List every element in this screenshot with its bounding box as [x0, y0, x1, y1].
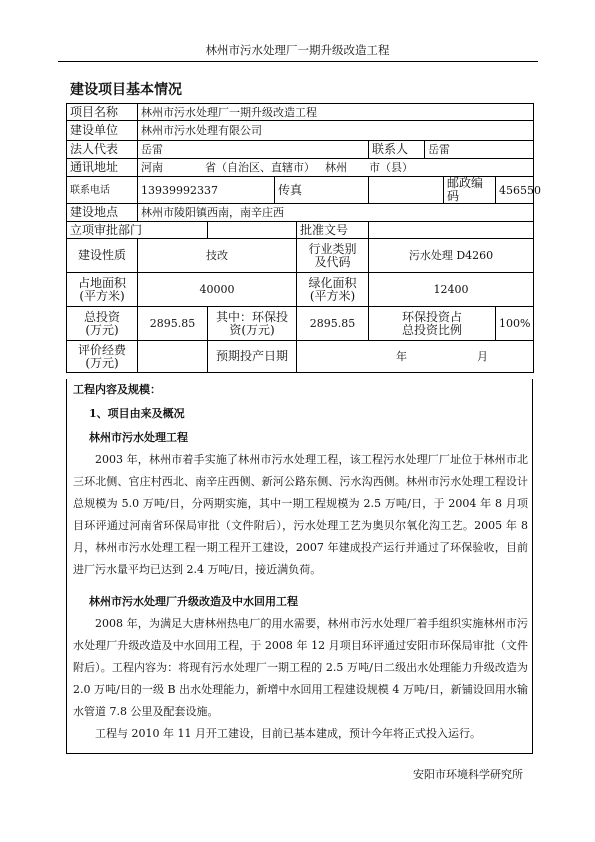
address-city-unit: 市（县）	[369, 161, 413, 174]
address-value	[138, 159, 534, 177]
approval-no-value	[369, 222, 534, 239]
section-title: 建设项目基本情况	[70, 82, 182, 98]
legal-rep-label: 法人代表	[67, 141, 138, 159]
fax-label: 传真	[275, 177, 369, 204]
address-province-unit: 省（自治区、直辖市）	[205, 161, 315, 174]
expected-date-value	[297, 341, 534, 373]
builder-value: 林州市污水处理有限公司	[138, 121, 534, 141]
project-name-value: 林州市污水处理厂一期升级改造工程	[138, 104, 534, 121]
invest-value: 2895.85	[138, 307, 208, 341]
project-info-table	[66, 103, 541, 373]
area-value: 40000	[138, 273, 297, 307]
fax-value	[369, 177, 444, 204]
env-invest-value: 2895.85	[297, 307, 369, 341]
approval-dept-label: 立项审批部门	[67, 222, 208, 239]
green-value: 12400	[369, 273, 534, 307]
expected-date-label: 预期投产日期	[208, 341, 297, 373]
paragraph-construction-status: 工程与 2010 年 11 月开工建设，目前已基本建成，预计今年将正式投入运行。	[95, 727, 481, 740]
approval-no-label: 批准文号	[297, 222, 369, 239]
header-rule	[58, 61, 538, 62]
location-value: 林州市陵阳镇西南，南辛庄西	[138, 204, 534, 222]
subheading-upgrade-project: 林州市污水处理厂升级改造及中水回用工程	[89, 595, 298, 608]
legal-rep-value: 岳雷	[138, 141, 369, 159]
eval-fee-label: 评价经费 (万元)	[67, 341, 138, 373]
project-content-section	[66, 379, 533, 754]
contact-label: 联系人	[369, 141, 425, 159]
subheading-origin: 1、项目由来及概况	[89, 407, 185, 420]
env-invest-label: 其中：环保投 资(万元)	[208, 307, 297, 341]
address-city: 林州	[325, 161, 347, 174]
phone-value: 13939992337	[138, 177, 275, 204]
nature-label: 建设性质	[67, 239, 138, 273]
project-name-label: 项目名称	[67, 104, 138, 121]
eval-fee-value	[138, 341, 208, 373]
nature-value: 技改	[138, 239, 297, 273]
area-label: 占地面积 (平方米)	[67, 273, 138, 307]
address-province: 河南	[141, 161, 163, 174]
address-label: 通讯地址	[67, 159, 138, 177]
env-ratio-value: 100%	[496, 307, 534, 341]
paragraph-upgrade-project: 2008 年，为满足大唐林州热电厂的用水需要，林州市污水处理厂着手组织实施林州市污水处理厂升级改造及中水回用工程，于 2008 年 12 月项目环评通过安阳市环保局审批（文件附后）。工程内容为：将现有污水处理厂一期工程的 2.5 万吨/日二级出水处理能力升级改造为 2.0 万吨/日的一级 B 出水处理能力，新增中水回用工程建设规模 4 万吨/日，新铺设回用水输水管道 7.8 公里及配套设施。	[73, 617, 528, 718]
industry-label: 行业类别 及代码	[297, 239, 369, 273]
contact-value: 岳雷	[425, 141, 534, 159]
subheading-sewage-project: 林州市污水处理工程	[89, 431, 188, 444]
month-unit: 月	[477, 350, 488, 363]
industry-value: 污水处理 D4260	[369, 239, 534, 273]
phone-label: 联系电话	[67, 177, 138, 204]
paragraph-sewage-project: 2003 年，林州市着手实施了林州市污水处理工程，该工程污水处理厂厂址位于林州市北三环北侧、官庄村西北、南辛庄西侧、新河公路东侧、污水沟西侧。林州市污水处理工程设计总规模为 5.0 万吨/日，分两期实施，其中一期工程规模为 2.5 万吨/日，于 2004 年 8 月项目环评通过河南省环保局审批（文件附后），污水处理工艺为奥贝尔氧化沟工艺。2005 年 8 月，林州市污水处理工程一期工程开工建设，2007 年建成投产运行并通过了环保验收，目前进厂污水量平均已达到 2.4 万吨/日，接近满负荷。	[73, 453, 528, 576]
year-unit: 年	[396, 350, 407, 363]
content-heading: 工程内容及规模：	[73, 383, 161, 396]
builder-label: 建设单位	[67, 121, 138, 141]
green-label: 绿化面积 (平方米)	[297, 273, 369, 307]
postcode-value: 456550	[496, 177, 534, 204]
invest-label: 总投资 (万元)	[67, 307, 138, 341]
location-label: 建设地点	[67, 204, 138, 222]
postcode-label: 邮政编码	[444, 177, 496, 204]
env-ratio-label: 环保投资占 总投资比例	[369, 307, 496, 341]
page-header-title: 林州市污水处理厂一期升级改造工程	[205, 43, 390, 57]
approval-dept-value	[208, 222, 297, 239]
footer-org: 安阳市环境科学研究所	[413, 768, 523, 781]
